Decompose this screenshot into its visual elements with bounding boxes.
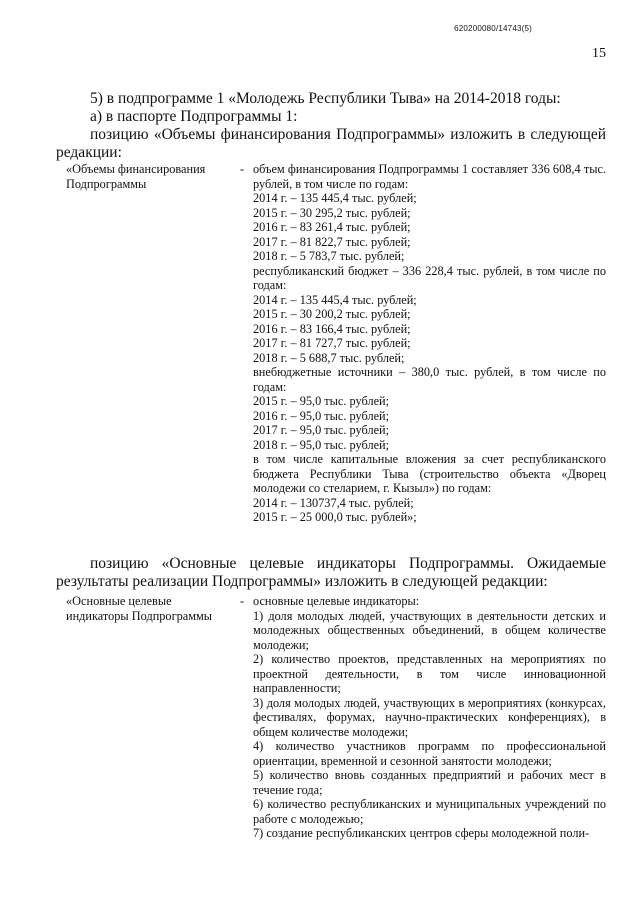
intro-line-3: позицию «Объемы финансирования Подпрограммы» изложить в следующей редакции: <box>56 126 606 161</box>
indicators-line: 3) доля молодых людей, участвующих в мероприятиях (конкурсах, фестивалях, форумах, научно-практических конференциях), в общем количестве молодежи; <box>253 695 606 739</box>
funding-line: внебюджетные источники – 380,0 тыс. рублей, в том числе по годам: <box>253 365 606 394</box>
funding-line: 2016 г. – 95,0 тыс. рублей; <box>253 408 390 423</box>
funding-content <box>253 162 606 525</box>
indicators-line: 2) количество проектов, представленных на мероприятиях по проектной деятельности, в том числе инновационной направленности; <box>253 652 606 695</box>
indicators-intro: позицию «Основные целевые индикаторы Подпрограммы. Ожидаемые результаты реализации Подпрограммы» изложить в следующей редакции: <box>56 555 606 590</box>
funding-line: объем финансирования Подпрограммы 1 составляет 336 608,4 тыс. рублей, в том числе по годам: <box>253 162 606 191</box>
indicators-line: 7) создание республиканских центров сферы молодежной поли- <box>253 826 590 840</box>
funding-dash: - <box>240 162 245 176</box>
funding-line: 2016 г. – 83 261,4 тыс. рублей; <box>253 220 411 234</box>
indicators-dash: - <box>240 594 245 608</box>
funding-line: 2014 г. – 135 445,4 тыс. рублей; <box>253 191 417 205</box>
funding-line: 2015 г. – 25 000,0 тыс. рублей»; <box>253 510 417 524</box>
funding-line: 2017 г. – 81 822,7 тыс. рублей; <box>253 234 411 249</box>
indicators-line: 5) количество вновь созданных предприятий и рабочих мест в течение года; <box>253 768 606 797</box>
indicators-line: 6) количество республиканских и муниципальных учреждений по работе с молодежью; <box>253 797 606 826</box>
funding-line: 2017 г. – 81 727,7 тыс. рублей; <box>253 336 411 350</box>
funding-label: «Объемы финансирования Подпрограммы <box>66 162 206 191</box>
indicators-content <box>253 594 606 841</box>
indicators-line: 4) количество участников программ по профессиональной ориентации, временной и сезонной занятости молодежи; <box>253 739 606 768</box>
indicators-line: 1) доля молодых людей, участвующих в деятельности детских и молодежных общественных объединений, в общем количестве молодежи; <box>253 608 606 652</box>
funding-line: 2015 г. – 30 295,2 тыс. рублей; <box>253 205 411 220</box>
funding-line: 2017 г. – 95,0 тыс. рублей; <box>253 423 390 437</box>
intro-line-1: 5) в подпрограмме 1 «Молодежь Республики Тыва» на 2014-2018 годы: <box>90 90 561 107</box>
funding-line: 2018 г. – 5 688,7 тыс. рублей; <box>253 350 405 365</box>
funding-line: 2016 г. – 83 166,4 тыс. рублей; <box>253 321 411 336</box>
page-number: 15 <box>592 46 606 61</box>
funding-line: 2018 г. – 5 783,7 тыс. рублей; <box>253 249 405 263</box>
funding-line: в том числе капитальные вложения за счет республиканского бюджета Республики Тыва (строительство объекта «Дворец молодежи со стеларием, г. Кызыл») по годам: <box>253 452 606 495</box>
intro-line-2: а) в паспорте Подпрограммы 1: <box>90 108 298 125</box>
funding-line: 2015 г. – 30 200,2 тыс. рублей; <box>253 307 411 321</box>
funding-line: 2015 г. – 95,0 тыс. рублей; <box>253 394 390 408</box>
funding-line: 2014 г. – 135 445,4 тыс. рублей; <box>253 292 417 307</box>
indicators-line: основные целевые индикаторы: <box>253 594 420 608</box>
funding-line: республиканский бюджет – 336 228,4 тыс. рублей, в том числе по годам: <box>253 263 606 292</box>
funding-line: 2018 г. – 95,0 тыс. рублей; <box>253 437 390 452</box>
doc-code: 620200080/14743(5) <box>454 24 532 33</box>
indicators-label: «Основные целевые индикаторы Подпрограммы <box>66 594 213 623</box>
funding-line: 2014 г. – 130737,4 тыс. рублей; <box>253 495 414 510</box>
